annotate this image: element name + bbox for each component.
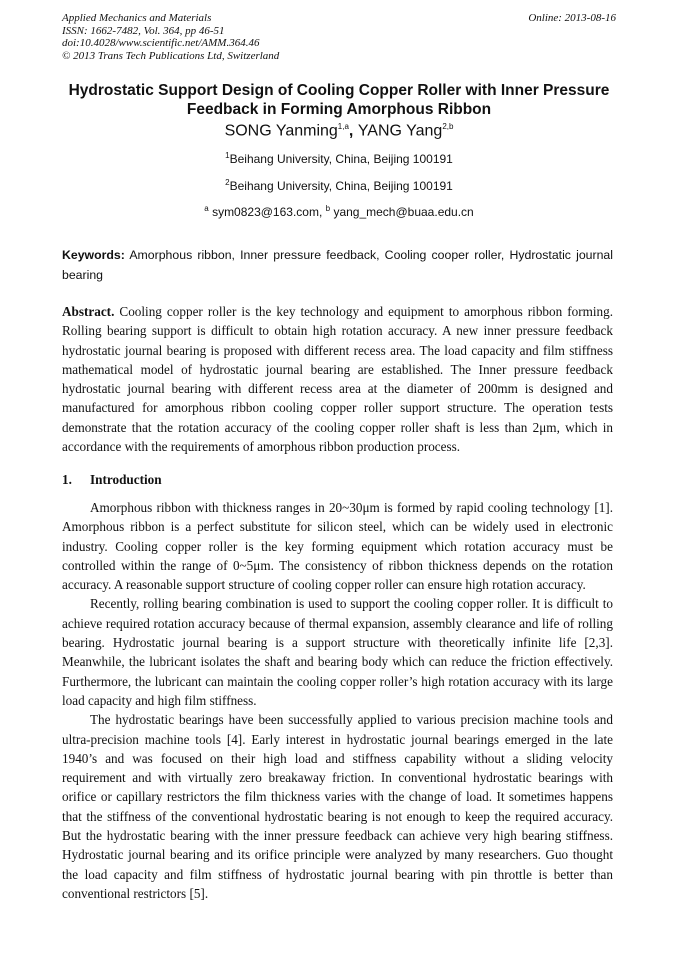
affiliation-text: Beihang University, China, Beijing 100191: [229, 179, 453, 193]
doi: doi:10.4028/www.scientific.net/AMM.364.46: [62, 37, 260, 50]
abstract-label: Abstract.: [62, 304, 115, 319]
affiliation-sup: 2: [225, 178, 230, 187]
affiliation-text: Beihang University, China, Beijing 100191: [229, 152, 453, 166]
issn: ISSN: 1662-7482, Vol. 364, pp 46-51: [62, 24, 225, 37]
abstract: [62, 302, 613, 456]
author-sup: 2,b: [442, 122, 454, 131]
affiliation: [0, 151, 678, 166]
paper-title: Hydrostatic Support Design of Cooling Copper Roller with Inner Pressure Feedback in Forming Amorphous Ribbon: [68, 82, 610, 118]
author-name: YANG Yang: [357, 122, 443, 140]
affiliation: [0, 178, 678, 193]
section-number: 1.: [62, 472, 72, 487]
abstract-text: Cooling copper roller is the key technology and equipment to amorphous ribbon forming. Rolling bearing support is difficult to obtain high rotation accuracy. A new inner pressure feedback hydrostatic journal bearing is proposed with different recess area. The load capacity and film stiffness mathematical model of hydrostatic journal bearing are established. The Inner pressure feedback hydrostatic journal bearing with different recess area at the diameter of 200mm is designed and manufactured for amorphous ribbon cooling copper roller support structure. The operation tests demonstrate that the rotation accuracy of the cooling copper roller shaft is less than 2μm, which in accordance with the requirements of amorphous ribbon production process.: [62, 304, 614, 455]
email-sup: b: [325, 204, 331, 213]
keywords: [62, 245, 613, 285]
author-separator: ,: [348, 122, 358, 140]
paragraph: Amorphous ribbon with thickness ranges in 20~30μm is formed by rapid cooling technology [1]. Amorphous ribbon is a perfect substitute for silicon steel, which can be widely used in electronic industry. Cooling copper roller is the key forming equipment which rotation accuracy must be controlled within the range of 0~5μm. The consistency of ribbon thickness depends on the rotation accuracy. A reasonable support structure of cooling copper roller can ensure high rotation accuracy.: [62, 500, 613, 593]
keywords-label: Keywords:: [62, 248, 125, 262]
copyright: © 2013 Trans Tech Publications Ltd, Switzerland: [62, 49, 280, 62]
section-heading: [62, 472, 162, 488]
online-date: Online: 2013-08-16: [528, 12, 616, 24]
keywords-text: Amorphous ribbon, Inner pressure feedback, Cooling cooper roller, Hydrostatic journal bearing: [62, 248, 613, 282]
introduction-body: [62, 498, 613, 903]
affiliation-sup: 1: [225, 151, 230, 160]
email-link[interactable]: sym0823@163.com: [212, 205, 319, 219]
author-sup: 1,a: [337, 122, 349, 131]
paragraph: The hydrostatic bearings have been successfully applied to various precision machine tools and ultra-precision machine tools [4]. Early interest in hydrostatic journal bearings emerged in the late 1940’s and was focused on their high load and stiffness capability without a sliding velocity requirement and with virtually zero breakaway friction. In conventional hydrostatic bearings with orifice or capillary restrictors the film thickness varies with the change of load. It sometimes happens that the stiffness of the conventional hydrostatic bearing is not enough to keep the required accuracy. But the hydrostatic bearing with the inner pressure feedback can achieve very high bearing stiffness. Hydrostatic journal bearing and its orifice principle were analyzed by many researchers. Guo thought the load capacity and film stiffness of hydrostatic journal bearing with pin throttle is better than conventional restrictors [5].: [62, 712, 613, 901]
email-separator: ,: [318, 205, 326, 219]
journal-header: [62, 12, 616, 62]
email-link[interactable]: yang_mech@buaa.edu.cn: [333, 205, 474, 219]
journal-name: Applied Mechanics and Materials: [62, 12, 212, 24]
paragraph: Recently, rolling bearing combination is used to support the cooling copper roller. It is difficult to achieve required rotation accuracy because of thermal expansion, assembly clearance and life of rolling bearing. Hydrostatic journal bearing is a support structure with theoretically infinite life [2,3]. Meanwhile, the lubricant isolates the shaft and bearing body which can reduce the friction effectively. Furthermore, the lubricant can maintain the cooling copper roller’s high rotation accuracy with its large load capacity and high film stiffness.: [62, 596, 613, 708]
section-title: Introduction: [90, 472, 162, 487]
author-name: SONG Yanming: [224, 122, 338, 140]
emails: [0, 204, 678, 219]
email-sup: a: [204, 204, 209, 213]
authors: [0, 122, 678, 140]
